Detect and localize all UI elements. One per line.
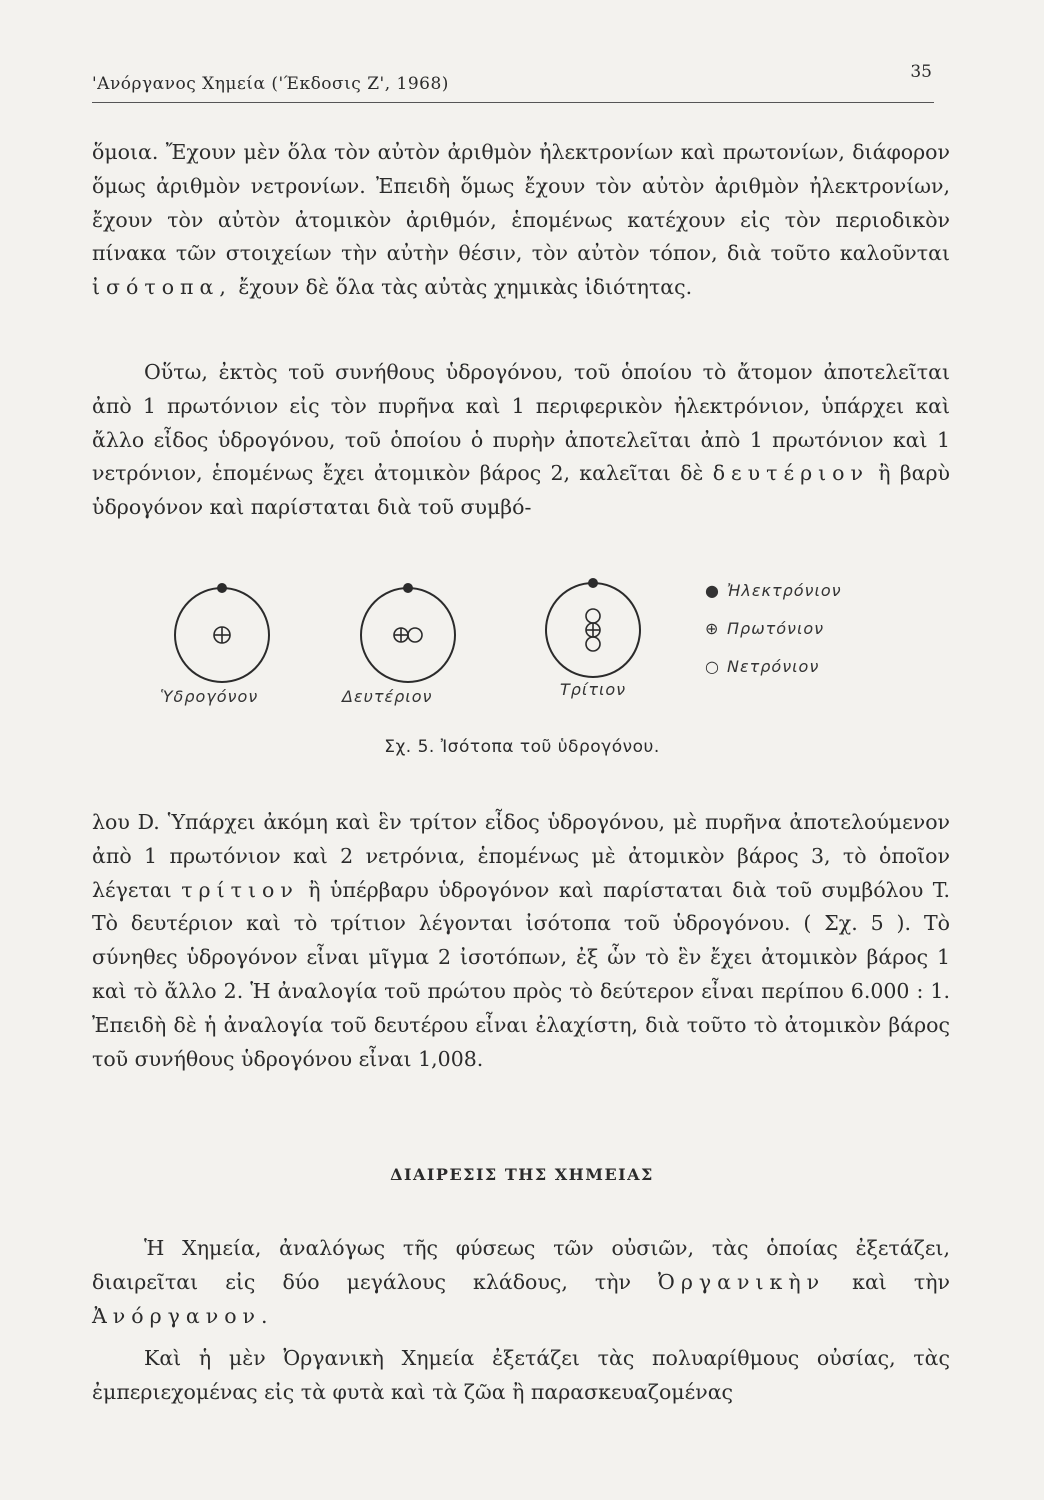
legend-electron <box>705 581 842 600</box>
deuterium-atom <box>361 583 455 682</box>
emphasis-deuterion: δευτέριον <box>712 461 869 486</box>
paragraph-text: ἢ βαρὺ ὑδρογόνον καὶ παρίσταται διὰ τοῦ συμβό- <box>92 461 950 520</box>
section-heading: ΔΙΑΙΡΕΣΙΣ ΤΗΣ ΧΗΜΕΙΑΣ <box>390 1165 654 1184</box>
emphasis-inorganic: Ἀνόργανον. <box>92 1303 274 1328</box>
paragraph-text: ὅμοια. Ἔχουν μὲν ὅλα τὸν αὐτὸν ἀριθμὸν ἠλεκτρονίων καὶ πρωτονίων, διάφορον ὅμως ἀριθμὸν νετρονίων. Ἐπειδὴ ὅμως ἔχουν τὸν αὐτὸν ἀριθμὸν ἠλεκτρονίων, ἔχουν τὸν αὐτὸν ἀτομικὸν ἀριθμόν, ἑπομένως κατέχουν εἰς τὸν περιοδικὸν πίνακα τῶν στοιχείων τὴν αὐτὴν θέσιν, τὸν αὐτὸν τόπον, διὰ τοῦτο καλοῦνται <box>92 140 950 266</box>
paragraph-deuterium <box>92 356 950 525</box>
page-number: 35 <box>910 62 932 82</box>
label-hydrogen: Ὑδρογόνον <box>160 687 259 706</box>
legend-neutron <box>705 657 819 676</box>
hydrogen-atom <box>175 583 269 682</box>
emphasis-organic: Ὀργανικὴν <box>658 1269 826 1294</box>
legend-label: Πρωτόνιον <box>727 619 825 638</box>
label-deuterium: Δευτέριον <box>342 687 433 706</box>
label-tritium: Τρίτιον <box>560 680 627 699</box>
tritium-atom <box>546 578 640 677</box>
electron-icon: ● <box>705 581 720 600</box>
paragraph-branches <box>92 1232 950 1333</box>
paragraph-text: ἢ ὑπέρβαρυ ὑδρογόνον καὶ παρίσταται διὰ τοῦ συμβόλου T. Τὸ δευτέριον καὶ τὸ τρίτιον λέγονται ἰσότοπα τοῦ ὑδρογόνου. ( Σχ. 5 ). Τὸ σύνηθες ὑδρογόνον εἶναι μῖγμα 2 ἰσοτόπων, ἐξ ὧν τὸ ἓν ἔχει ἀτομικὸν βάρος 1 καὶ τὸ ἄλλο 2. Ἡ ἀναλογία τοῦ πρώτου πρὸς τὸ δεύτερον εἶναι περίπου 6.000 : 1. Ἐπειδὴ δὲ ἡ ἀναλογία τοῦ δευτέρου εἶναι ἐλαχίστη, διὰ τοῦτο τὸ ἀτομικὸν βάρος τοῦ συνήθους ὑδρογόνου εἶναι 1,008. <box>92 877 950 1071</box>
emphasis-isotopa: ἰσότοπα, <box>92 275 232 300</box>
neutron-icon: ○ <box>705 657 720 676</box>
legend-label: Νετρόνιον <box>727 657 820 676</box>
figure-hydrogen-isotopes <box>150 575 910 715</box>
figure-caption: Σχ. 5. Ἰσότοπα τοῦ ὑδρογόνου. <box>384 737 660 757</box>
emphasis-tritium: τρίτιον <box>181 877 299 902</box>
header-title: 'Ανόργανος Χημεία ('Έκδοσις Ζ', 1968) <box>92 74 449 94</box>
running-header <box>92 62 934 103</box>
paragraph-isotopes-definition <box>92 136 950 305</box>
paragraph-text: Καὶ ἡ μὲν Ὀργανικὴ Χημεία ἐξετάζει τὰς πολυαρίθμους οὐσίας, τὰς ἐμπεριεχομένας εἰς τὰ φυτὰ καὶ τὰ ζῶα ἢ παρασκευαζομένας <box>92 1346 950 1404</box>
paragraph-organic <box>92 1342 950 1410</box>
paragraph-tritium <box>92 806 950 1076</box>
paragraph-text: ἔχουν δὲ ὅλα τὰς αὐτὰς χημικὰς ἰδιότητας. <box>238 275 693 300</box>
paragraph-text: Οὕτω, ἐκτὸς τοῦ συνήθους ὑδρογόνου, τοῦ ὁποίου τὸ ἄτομον ἀποτελεῖται ἀπὸ 1 πρωτόνιον εἰς τὸν πυρῆνα καὶ 1 περιφερικὸν ἠλεκτρόνιον, ὑπάρχει καὶ ἄλλο εἶδος ὑδρογόνου, τοῦ ὁποίου ὁ πυρὴν ἀποτελεῖται ἀπὸ 1 πρωτόνιον καὶ 1 νετρόνιον, ἑπομένως ἔχει ἀτομικὸν βάρος 2, καλεῖται δὲ <box>92 360 950 486</box>
legend-proton <box>705 619 824 638</box>
paragraph-text: καὶ τὴν <box>852 1269 950 1294</box>
paragraph-text: λου D. Ὑπάρχει ἀκόμη καὶ ἓν τρίτον εἶδος ὑδρογόνου, μὲ πυρῆνα ἀποτελούμενον ἀπὸ 1 πρωτόνιον καὶ 2 νετρόνια, ἑπομένως μὲ ἀτομικὸν βάρος 3, τὸ ὁποῖον λέγεται <box>92 810 950 902</box>
legend-label: Ἠλεκτρόνιον <box>727 581 842 600</box>
proton-icon: ⊕ <box>705 619 720 638</box>
paragraph-text: Ἡ Χημεία, ἀναλόγως τῆς φύσεως τῶν οὐσιῶν, τὰς ὁποίας ἐξετάζει, διαιρεῖται εἰς δύο μεγάλους κλάδους, τὴν <box>92 1236 950 1294</box>
